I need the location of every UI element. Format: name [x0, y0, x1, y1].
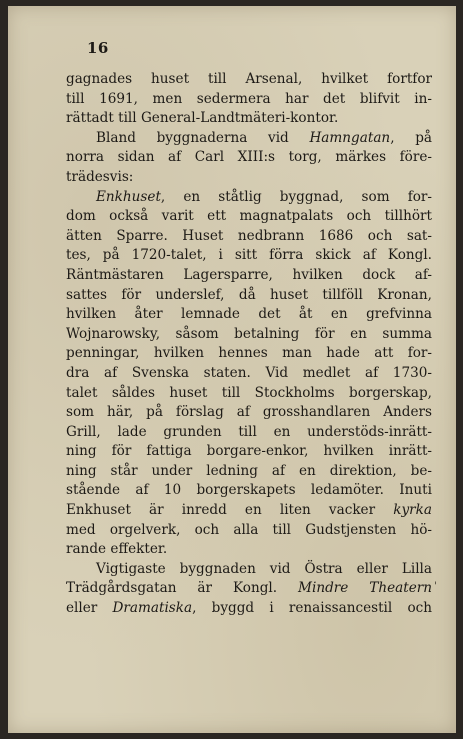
text-segment: norra sidan af Carl XIII:s torg, märkes före-: [66, 149, 432, 166]
text-line: [66, 246, 432, 266]
text-line: [66, 109, 432, 129]
text-line: [66, 403, 432, 423]
text-segment: Räntmästaren Lagersparre, hvilken dock af-: [66, 266, 432, 283]
text-segment: Trädgårdsgatan är Kongl.: [66, 580, 299, 597]
text-line: [66, 521, 432, 541]
text-segment: trädesvis:: [66, 168, 134, 185]
text-line: [66, 148, 432, 168]
text-line: [66, 579, 432, 599]
text-line: [66, 501, 432, 521]
text-segment: som här, på förslag af grosshandlaren Anders: [66, 404, 432, 421]
italic-text: kyrka: [393, 502, 432, 519]
text-segment: stående af 10 borgerskapets ledamöter. Inuti: [66, 482, 432, 499]
text-line: [66, 560, 432, 580]
text-segment: gagnades huset till Arsenal, hvilket fortfor: [66, 71, 432, 87]
text-segment: , på: [390, 129, 433, 146]
text-segment: rande effekter.: [66, 541, 168, 558]
text-line: [66, 462, 432, 482]
text-segment: , byggd i renaissancestil och: [192, 600, 432, 617]
margin-mark: ': [434, 581, 437, 592]
text-line: [66, 90, 432, 110]
text-line: [66, 423, 432, 443]
body-text: [66, 70, 432, 619]
text-segment: Enkhuset är inredd en liten vacker: [66, 502, 394, 519]
text-line: [66, 325, 432, 345]
text-line: [66, 129, 432, 149]
text-line: [66, 227, 432, 247]
italic-text: Mindre Theatern: [298, 580, 432, 597]
text-segment: dra af Svenska staten. Vid medlet af 1730-: [66, 364, 432, 381]
text-line: [66, 70, 432, 90]
text-line: [66, 305, 432, 325]
text-segment: penningar, hvilken hennes man hade att for-: [66, 345, 432, 362]
text-segment: talet såldes huset till Stockholms borgerskap,: [66, 384, 432, 401]
text-segment: hvilken åter lemnade det åt en grefvinna: [66, 306, 432, 323]
text-segment: ning står under ledning af en direktion, be-: [66, 462, 432, 479]
text-line: [66, 188, 432, 208]
text-segment: med orgelverk, och alla till Gudstjensten hö-: [66, 521, 432, 538]
italic-text: Hamngatan: [309, 129, 391, 146]
text-line: [66, 266, 432, 286]
text-line: [66, 599, 432, 619]
text-segment: dom också varit ett magnatpalats och tillhört: [66, 208, 432, 225]
book-page: [8, 6, 456, 733]
text-line: [66, 384, 432, 404]
text-segment: Grill, lade grunden till en understöds-inrätt-: [66, 423, 432, 440]
text-line: [66, 344, 432, 364]
text-segment: till 1691, men sedermera har det blifvit in-: [66, 90, 432, 107]
text-line: [66, 286, 432, 306]
text-segment: tes, på 1720-talet, i sitt förra skick af Kongl.: [66, 247, 432, 264]
text-segment: Vigtigaste byggnaden vid Östra eller Lilla: [96, 560, 432, 577]
text-line: [66, 442, 432, 462]
text-line: [66, 540, 432, 560]
text-segment: Wojnarowsky, såsom betalning för en summa: [66, 325, 432, 342]
text-segment: rättadt till General-Landtmäteri-kontor.: [66, 110, 339, 127]
text-segment: Bland byggnaderna vid: [96, 129, 310, 146]
text-segment: sattes för underslef, då huset tillföll Kronan,: [66, 286, 432, 303]
text-line: [66, 207, 432, 227]
italic-text: Enkhuset: [96, 188, 161, 205]
italic-text: Dramatiska: [112, 600, 193, 617]
page-number: 16: [87, 39, 109, 57]
text-line: [66, 481, 432, 501]
text-segment: ätten Sparre. Huset nedbrann 1686 och sat-: [66, 227, 432, 244]
text-line: [66, 168, 432, 188]
text-segment: ning för fattiga borgare-enkor, hvilken inrätt-: [66, 443, 432, 460]
text-segment: eller: [66, 600, 113, 617]
text-segment: , en ståtlig byggnad, som for-: [160, 188, 432, 205]
text-line: [66, 364, 432, 384]
